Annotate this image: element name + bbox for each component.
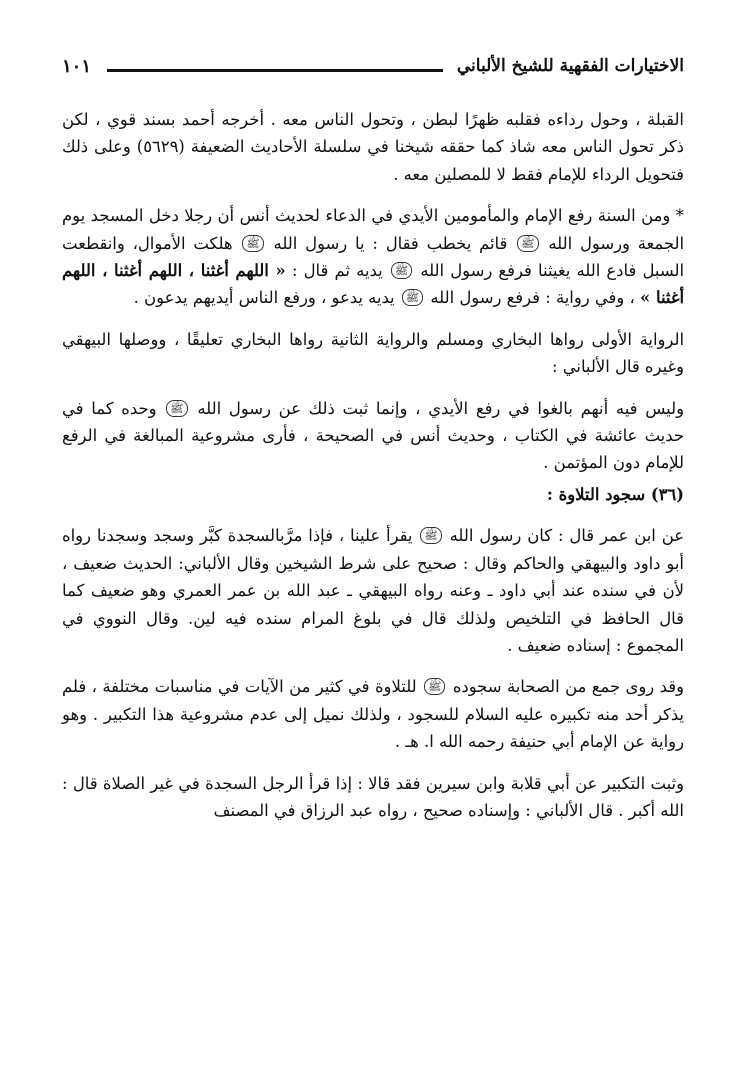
paragraph-7: وثبت التكبير عن أبي قلابة وابن سيرين فقد قالا : إذا قرأ الرجل السجدة في غير الصلاة قال : الله أكبر . قال الألباني : وإسناده صحيح ، رواه عبد الرزاق في المصنف [62,773,684,820]
paragraph-5-part-a: عن ابن عمر قال : كان رسول الله [449,526,684,546]
paragraph-2-part-a: * ومن السنة رفع الإمام والمأمومين الأيدي في الدعاء لحديث أنس أن رجلا دخل المسجد يوم الجمعة ورسول الله [62,206,685,253]
honorific-symbol: ﷺ [402,289,423,306]
section-heading: (٣٦) سجود التلاوة : [546,484,684,504]
paragraph-2-part-b: قائم يخطب فقال : يا رسول الله [273,233,508,253]
honorific-symbol: ﷺ [242,235,263,252]
paragraph-6-part-b: للتلاوة في كثير من الآيات في مناسبات مختلفة ، فلم يذكر أحد منه تكبيره عليه السلام للسجود ، ولذلك نميل إلى عدم مشروعية هذا التكبير . وهو رواية عن الإمام أبي حنيفة رحمه الله ا. هـ . [62,677,684,752]
paragraph-2-part-e: ، وفي رواية : فرفع رسول الله [430,288,635,308]
running-title: الاختيارات الفقهية للشيخ الألباني [456,56,684,76]
honorific-symbol: ﷺ [391,262,412,279]
paragraph-5-part-b: يقرأ علينا ، فإذا مرَّبالسجدة كبَّر وسجد وسجدنا رواه أبو داود والبيهقي والحاكم وقال : صحيح على شرط الشيخين وقال الألباني: الحديث ضعيف ، لأن في سنده عند أبي داود ـ وعنه رواه البيهقي ـ عبد الله بن عمر العمري وهو ضعيف كما قال الحافظ في التلخيص ولذلك قال في بلوغ المرام سنده فيه لين. وقال النووي في المجموع : إسناده ضعيف . [62,526,684,655]
paragraph-2 [62,202,684,312]
running-header [62,48,684,84]
honorific-symbol: ﷺ [166,400,187,417]
honorific-symbol: ﷺ [517,235,538,252]
paragraph-4-part-b: وحده كما في حديث عائشة في الكتاب ، وحديث أنس في الصحيحة ، فأرى مشروعية المبالغة في الرفع للإمام دون المؤتمن . [62,398,684,473]
honorific-symbol: ﷺ [424,678,445,695]
paragraph-2-part-c: هلكت الأموال، وانقطعت السبل فادع الله يغيثنا فرفع رسول الله [62,233,685,281]
paragraph-4 [62,395,684,477]
prayer-quote: « اللهم أغثنا ، اللهم أغثنا ، اللهم أغثنا » [62,261,684,308]
paragraph-2-part-f: يديه يدعو ، ورفع الناس أيديهم يدعون . [133,288,395,308]
paragraph-6 [62,673,684,755]
paragraph-3: الرواية الأولى رواها البخاري ومسلم والرواية الثانية رواها البخاري تعليقًا ، ووصلها البيهقي وغيره قال الألباني : [62,329,684,377]
paragraph-4-part-a: وليس فيه أنهم بالغوا في رفع الأيدي ، وإنما ثبت ذلك عن رسول الله [197,398,684,418]
paragraph-5 [62,522,684,659]
honorific-symbol: ﷺ [420,527,441,544]
page-number: ١٠١ [62,55,92,77]
paragraph-6-part-a: وقد روى جمع من الصحابة سجوده [452,677,685,697]
book-page [62,48,684,838]
page-body [62,106,684,824]
paragraph-1: القبلة ، وحول رداءه فقلبه ظهرًا لبطن ، وتحول الناس معه . أخرجه أحمد بسند قوي ، لكن ذكر تحول الناس معه شاذ كما حققه شيخنا في سلسلة الأحاديث الضعيفة (٥٦٢٩) وعلى ذلك فتحويل الرداء للإمام فقط لا للمصلين معه . [62,110,684,184]
header-rule [107,69,443,72]
paragraph-2-part-d: يديه ثم قال : [291,261,383,281]
